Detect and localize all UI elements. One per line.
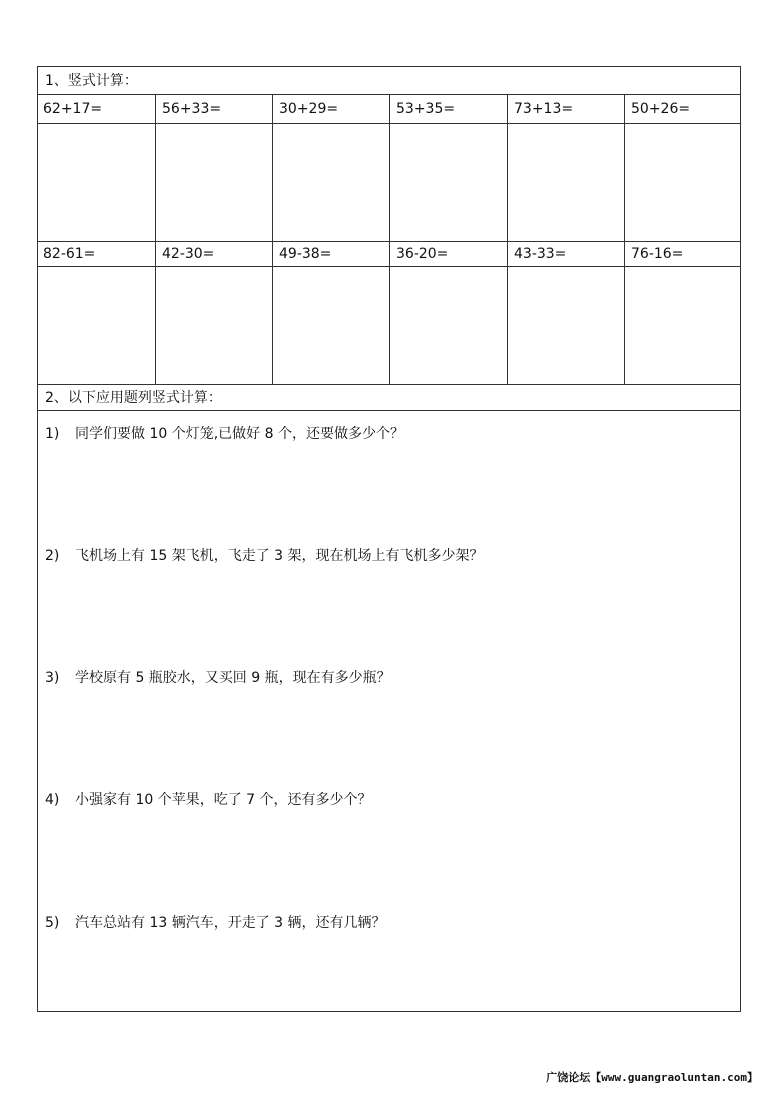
word-problem [45,914,386,932]
site-name: 广饶论坛 [546,1071,591,1084]
problem-text: 学校原有 5 瓶胶水，又买回 9 瓶，现在有多少瓶？ [75,670,391,686]
grid-line [389,94,390,384]
problem-number: 2) [45,548,60,564]
word-problem [45,669,391,687]
expression: 76-16= [631,246,684,262]
expression: 73+13= [514,101,574,117]
expression: 30+29= [279,101,339,117]
site-footer [546,1069,758,1085]
divider [38,410,740,411]
expression: 50+26= [631,101,691,117]
expression: 56+33= [162,101,222,117]
expression: 36-20= [396,246,449,262]
problem-number: 4) [45,792,60,808]
worksheet [37,66,741,1012]
expression: 62+17= [43,101,103,117]
grid-line [507,94,508,384]
expression: 42-30= [162,246,215,262]
expression: 43-33= [514,246,567,262]
divider [38,384,740,385]
word-problem [45,791,372,809]
grid-line [624,94,625,384]
site-url[interactable]: 【www.guangraoluntan.com】 [590,1071,758,1084]
section1-title: 1、竖式计算： [45,73,138,89]
problem-text: 汽车总站有 13 辆汽车，开走了 3 辆，还有几辆？ [75,915,386,931]
grid-line [155,94,156,384]
problem-text: 同学们要做 10 个灯笼,已做好 8 个，还要做多少个？ [75,426,404,442]
problem-number: 5) [45,915,60,931]
word-problem [45,425,404,443]
grid-line [272,94,273,384]
problem-text: 小强家有 10 个苹果，吃了 7 个，还有多少个？ [75,792,372,808]
problem-text: 飞机场上有 15 架飞机，飞走了 3 架，现在机场上有飞机多少架？ [75,548,484,564]
section2-title: 2、以下应用题列竖式计算： [45,390,222,406]
word-problem [45,547,484,565]
expression: 53+35= [396,101,456,117]
expression: 82-61= [43,246,96,262]
problem-number: 1) [45,426,60,442]
problem-number: 3) [45,670,60,686]
expression: 49-38= [279,246,332,262]
